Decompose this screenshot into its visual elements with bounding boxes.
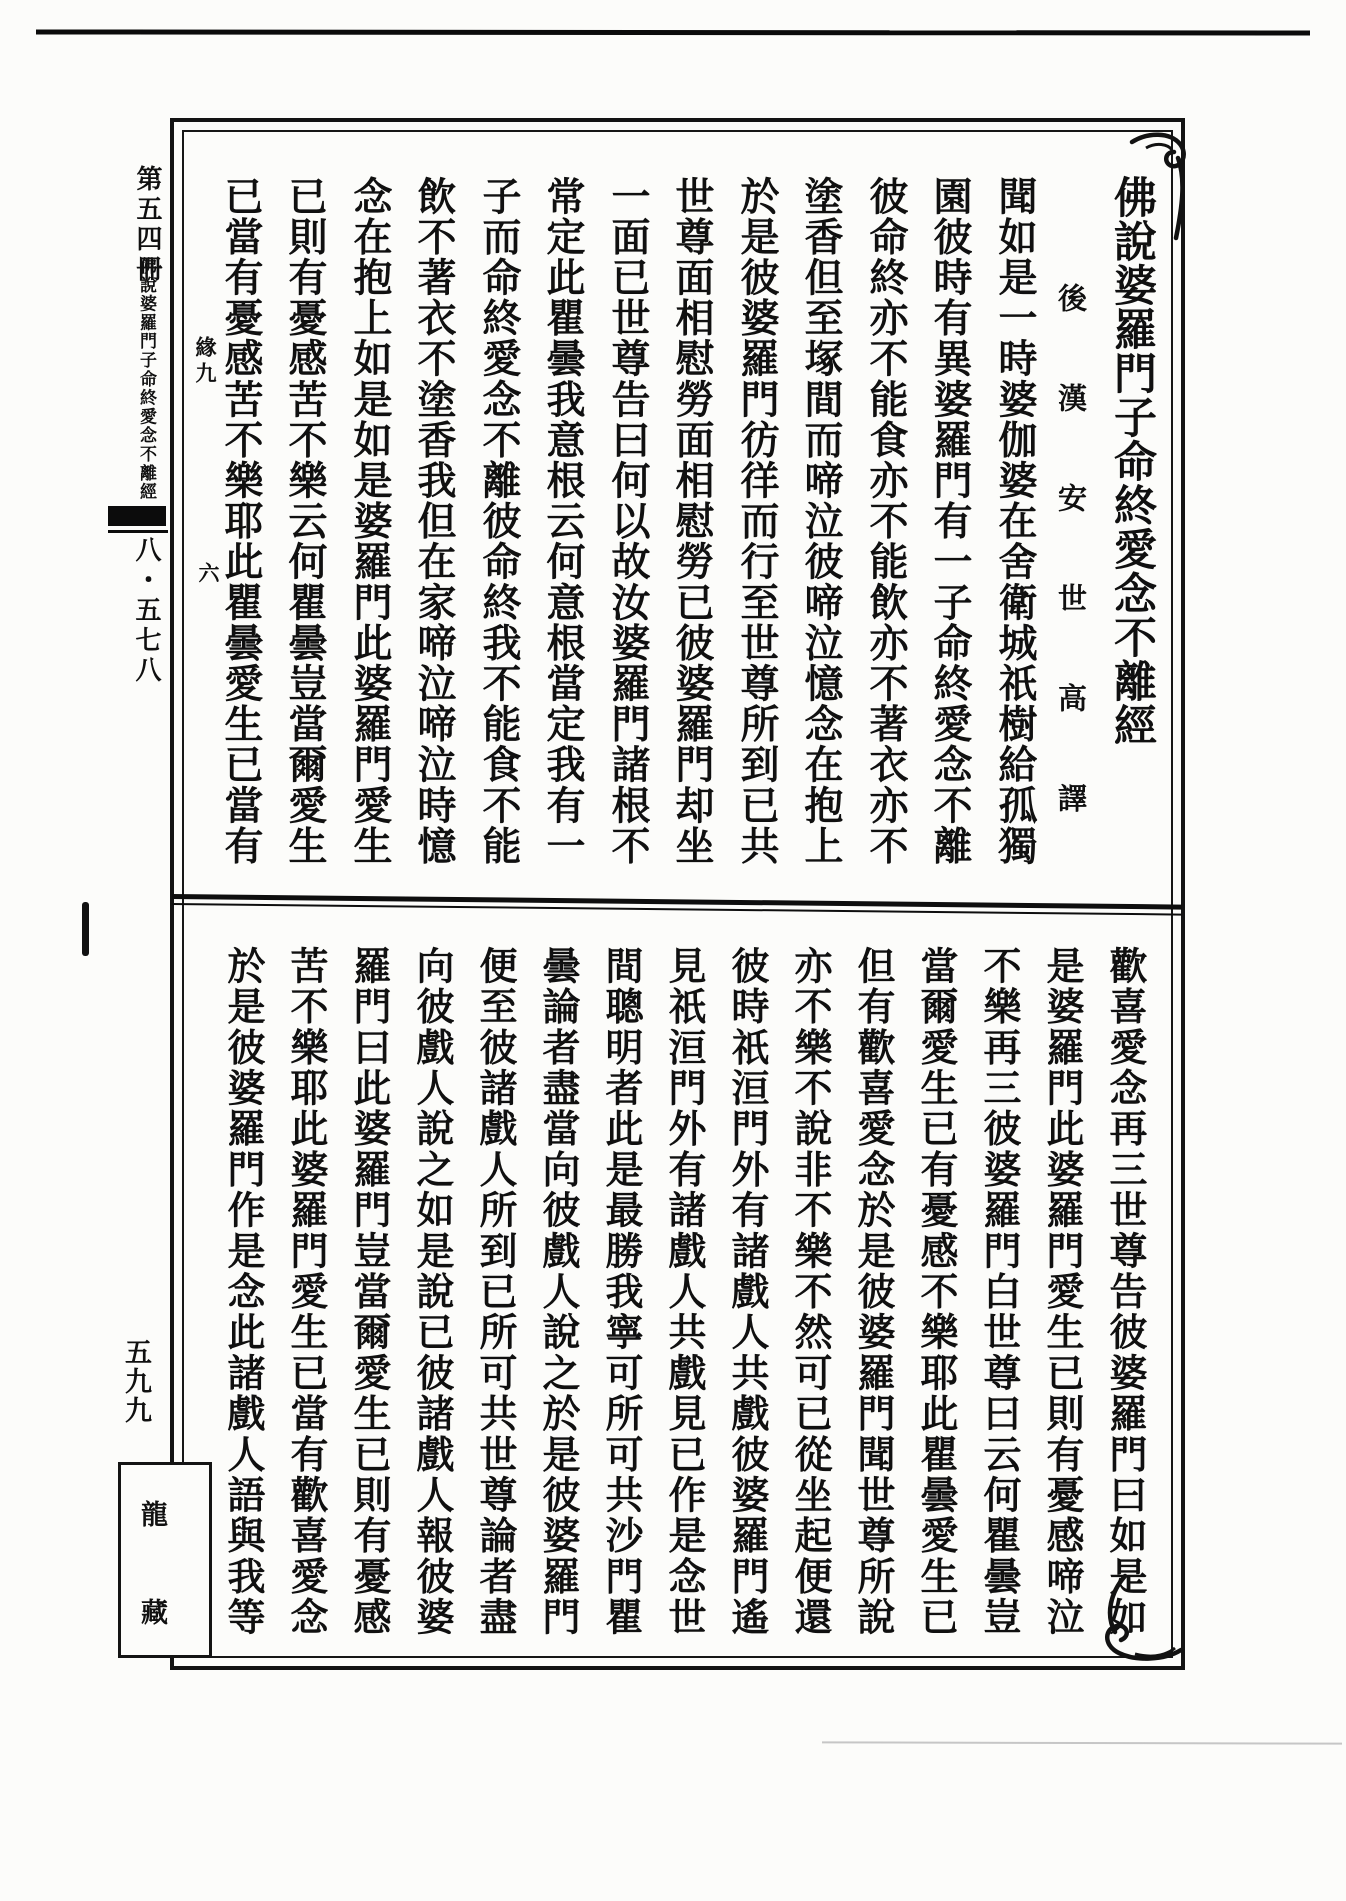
corner-ornament-bottom-right	[1095, 1572, 1185, 1664]
top-text-column-2: 園彼時有異婆羅門有一子命終愛念不離	[927, 176, 972, 867]
top-text-column-1: 聞如是一時婆伽婆在舍衛城祇樹給孤獨	[992, 176, 1037, 867]
sutra-title-column: 佛說婆羅門子命終愛念不離經	[1107, 175, 1157, 747]
top-text-column-10: 飲不著衣不塗香我但在家啼泣啼泣時憶	[411, 176, 456, 867]
translator-column: 後漢安世高譯	[1054, 283, 1088, 883]
margin-tab-underline	[108, 530, 168, 533]
bottom-text-column-1: 歡喜愛念再三世尊告彼婆羅門曰如是如	[1103, 946, 1147, 1638]
margin-tab-bar	[108, 506, 166, 526]
bottom-text-column-13: 羅門曰此婆羅門豈當爾愛生已則有憂感	[347, 946, 391, 1638]
seal-char-long: 龍	[141, 1500, 168, 1531]
margin-note-liu: 六	[196, 562, 220, 588]
bottom-text-column-11: 便至彼諸戲人所到已所可共世尊論者盡	[473, 946, 517, 1638]
scan-artifact-bottom-line	[822, 1741, 1342, 1744]
page-number: 五九九	[120, 1338, 151, 1425]
top-text-column-6: 世尊面相慰勞面相慰勞已彼婆羅門却坐	[669, 176, 714, 867]
bottom-text-column-4: 當爾愛生已有憂感不樂耶此瞿曇愛生已	[914, 946, 958, 1638]
margin-page-reference: 八・五七八	[131, 536, 161, 686]
top-text-column-3: 彼命終亦不能食亦不能飲亦不著衣亦不	[863, 176, 908, 867]
top-text-column-5: 於是彼婆羅門彷徉而行至世尊所到已共	[734, 176, 779, 867]
bottom-text-column-12: 向彼戲人說之如是說已彼諸戲人報彼婆	[410, 946, 454, 1638]
bottom-text-column-14: 苦不樂耶此婆羅門愛生已當有歡喜愛念	[284, 946, 328, 1638]
bottom-text-column-2: 是婆羅門此婆羅門愛生已則有憂感啼泣	[1040, 946, 1084, 1638]
seal-box	[118, 1462, 212, 1658]
bottom-text-column-6: 亦不樂不說非不樂不然可已從坐起便還	[788, 946, 832, 1638]
page-top-edge-line	[36, 29, 1310, 35]
top-text-column-12: 已則有憂感苦不樂云何瞿曇豈當爾愛生	[282, 176, 327, 867]
top-text-column-13: 已當有憂感苦不樂耶此瞿曇愛生已當有	[218, 176, 263, 867]
seal-char-zang: 藏	[141, 1598, 168, 1629]
bottom-text-column-8: 見祇洹門外有諸戲人共戲見已作是念世	[662, 946, 706, 1638]
top-text-column-7: 一面已世尊告曰何以故汝婆羅門諸根不	[605, 176, 650, 867]
scan-artifact-left-edge	[82, 902, 89, 956]
margin-running-title: 佛說婆羅門子命終愛念不離經	[136, 257, 156, 502]
volume-label: 第五四冊	[132, 165, 162, 285]
top-text-column-9: 子而命終愛念不離彼命終我不能食不能	[476, 176, 521, 867]
corner-ornament-top-right	[1128, 128, 1190, 243]
margin-note-yuan-jiu: 緣九	[193, 336, 217, 388]
bottom-text-column-5: 但有歡喜愛念於是彼婆羅門聞世尊所說	[851, 946, 895, 1638]
top-text-column-4: 塗香但至塚間而啼泣彼啼泣憶念在抱上	[798, 176, 843, 867]
bottom-text-column-10: 曇論者盡當向彼戲人說之於是彼婆羅門	[536, 946, 580, 1638]
top-text-column-8: 常定此瞿曇我意根云何意根當定我有一	[540, 176, 585, 867]
bottom-text-column-15: 於是彼婆羅門作是念此諸戲人語與我等	[221, 946, 265, 1638]
bottom-text-column-3: 不樂再三彼婆羅門白世尊曰云何瞿曇豈	[977, 946, 1021, 1638]
top-text-column-11: 念在抱上如是如是婆羅門此婆羅門愛生	[347, 176, 392, 867]
bottom-text-column-9: 間聰明者此是最勝我寧可所可共沙門瞿	[599, 946, 643, 1638]
bottom-text-column-7: 彼時祇洹門外有諸戲人共戲彼婆羅門遙	[725, 946, 769, 1638]
